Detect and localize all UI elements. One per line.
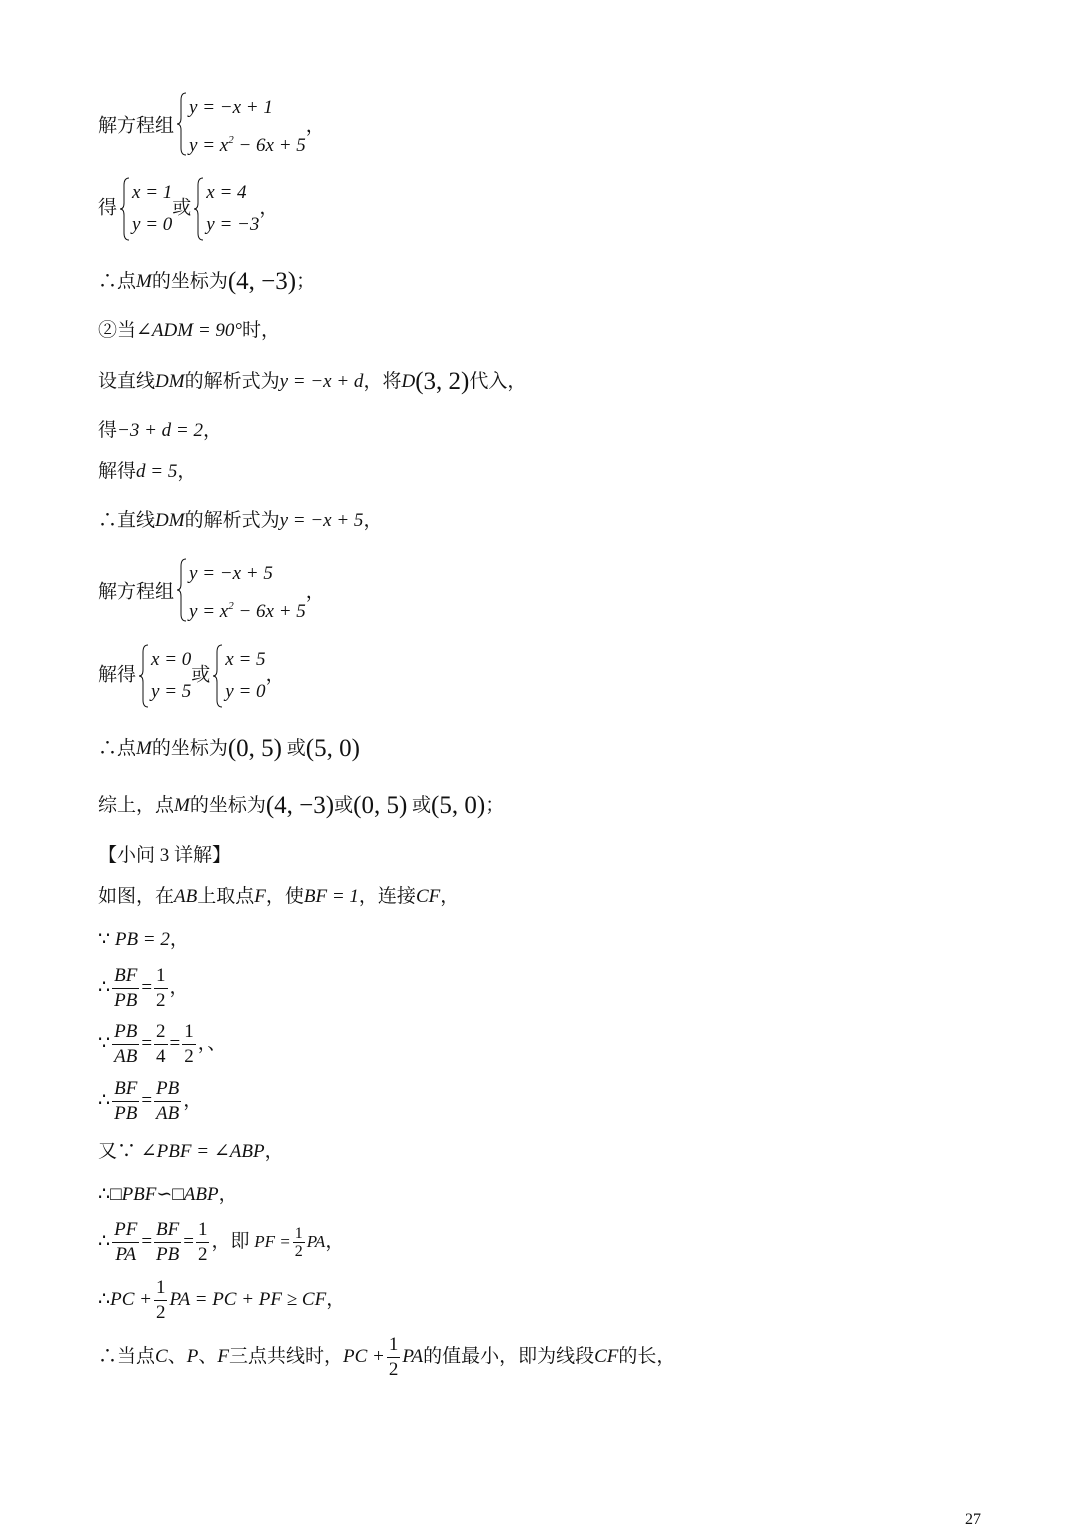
numerator: PF <box>112 1218 139 1243</box>
numerator: BF <box>154 1218 181 1243</box>
text: 解得 <box>98 461 137 482</box>
text: 三点共线时， <box>228 1345 343 1367</box>
text: ， <box>177 461 197 482</box>
exponent: 2 <box>228 600 234 612</box>
math: PA <box>402 1345 424 1367</box>
numerator: BF <box>112 964 139 989</box>
math: F <box>254 886 266 907</box>
text: = <box>141 1230 153 1252</box>
text: ，使 <box>265 886 304 907</box>
text-line <box>98 511 382 530</box>
text: 综上，点 <box>98 795 175 816</box>
math: M <box>136 271 152 292</box>
numerator: 1 <box>154 964 168 989</box>
math: ∠PBF = ∠ABP <box>140 1141 265 1162</box>
text: 又∵ <box>98 1141 137 1162</box>
text-line <box>98 1185 238 1204</box>
solution-line <box>98 644 285 708</box>
text: ， <box>265 664 285 686</box>
solution-line <box>98 177 278 241</box>
fraction-line <box>98 1077 202 1126</box>
math: F <box>217 1345 229 1367</box>
equation-system <box>138 644 191 708</box>
text: 的解析式为 <box>184 510 280 531</box>
text-line <box>98 462 196 481</box>
fraction-line <box>98 1276 345 1325</box>
text: 、 <box>198 1345 218 1367</box>
text: 得 <box>98 420 118 441</box>
text: 得 <box>98 197 118 219</box>
equation-row: x = 4 <box>206 182 247 203</box>
math: PA <box>306 1231 326 1251</box>
math: PC + <box>342 1345 385 1367</box>
text-line <box>98 421 222 440</box>
coordinate: (3, 2) <box>415 368 470 395</box>
math: y = −x + d <box>279 371 364 392</box>
text: ∵ <box>98 929 111 950</box>
brace-icon <box>138 644 149 708</box>
numerator: 1 <box>182 1020 196 1045</box>
text: 或 <box>191 664 211 686</box>
text-line <box>98 269 315 294</box>
text: ， <box>264 1141 284 1162</box>
denominator: 2 <box>184 1046 194 1067</box>
equation-system <box>119 177 172 241</box>
exponent: 2 <box>228 134 234 146</box>
text: ，、 <box>197 1032 227 1054</box>
text: ∴直线 <box>98 510 156 531</box>
denominator: AB <box>156 1103 180 1124</box>
equation-row: y = −x + 5 <box>189 563 273 584</box>
page-number: 27 <box>965 1511 981 1528</box>
math: PF = <box>254 1231 291 1251</box>
math: −3 + d = 2 <box>117 420 203 441</box>
text: ， <box>305 581 325 603</box>
fraction <box>154 1276 168 1325</box>
math: PC + <box>110 1288 152 1310</box>
math: PB = 2 <box>114 929 170 950</box>
text: ②当 <box>98 320 137 341</box>
text-line <box>98 930 189 949</box>
fraction <box>196 1218 210 1267</box>
text: ， <box>202 420 222 441</box>
text: y = x <box>189 601 229 622</box>
text: 【小问 3 详解】 <box>98 845 232 866</box>
numerator: 1 <box>294 1225 303 1242</box>
fraction-line <box>98 1333 675 1382</box>
denominator: 4 <box>156 1046 166 1067</box>
equation-system <box>193 177 259 241</box>
fraction <box>182 1020 196 1069</box>
math: DM <box>155 510 185 531</box>
text: = <box>141 1089 153 1111</box>
equation-row: x = 1 <box>132 182 173 203</box>
coordinate: (4, −3) <box>227 268 297 295</box>
text: ∴ <box>98 1184 111 1205</box>
text: 上取点 <box>197 886 255 907</box>
text: = <box>141 976 153 998</box>
equation-system-line <box>98 92 325 162</box>
text: 的坐标为 <box>189 795 266 816</box>
denominator: 2 <box>388 1359 399 1380</box>
text: 解方程组 <box>98 115 175 137</box>
coordinate: (5, 0) <box>305 735 360 762</box>
coordinate: (0, 5) <box>227 735 283 762</box>
section-heading <box>98 846 231 865</box>
text: 或 <box>412 795 432 816</box>
fraction-line <box>98 1218 344 1267</box>
text: ∴ <box>98 1089 111 1111</box>
math: DM <box>155 371 185 392</box>
math: CF <box>415 886 441 907</box>
denominator: PB <box>114 1103 138 1124</box>
text: 的值最小，即为线段 <box>423 1345 595 1367</box>
math: M <box>174 795 190 816</box>
math: PA = PC + PF ≥ CF <box>169 1288 327 1310</box>
denominator: 2 <box>156 990 166 1011</box>
text: = <box>183 1230 194 1252</box>
equation-system <box>212 644 265 708</box>
fraction <box>154 1020 168 1069</box>
coordinate: (4, −3) <box>265 792 335 819</box>
text: 的坐标为 <box>151 271 228 292</box>
brace-icon <box>119 177 130 241</box>
brace-icon <box>176 92 187 156</box>
equation-row: y = −x + 1 <box>189 97 273 118</box>
denominator: 2 <box>155 1302 166 1323</box>
equation-row: y = −3 <box>206 214 260 235</box>
text: ， <box>259 197 279 219</box>
numerator: BF <box>112 1077 139 1102</box>
text: 时， <box>242 320 281 341</box>
text: 的长， <box>618 1345 676 1367</box>
text: ∵ <box>98 1032 111 1054</box>
text: 解方程组 <box>98 581 175 603</box>
text: 如图，在 <box>98 886 175 907</box>
text: ∴点 <box>98 271 137 292</box>
text: ， <box>183 1089 203 1111</box>
equation-row: x = 0 <box>151 649 192 670</box>
equation-system-line <box>98 558 325 628</box>
text: ∴点 <box>98 738 137 759</box>
math: P <box>186 1345 199 1367</box>
text: ， <box>169 929 189 950</box>
numerator: 1 <box>154 1276 168 1301</box>
math: BF = 1 <box>303 886 359 907</box>
numerator: 2 <box>154 1020 168 1045</box>
text: ， <box>218 1184 238 1205</box>
math: M <box>136 738 152 759</box>
fraction <box>154 1218 181 1267</box>
text: ； <box>296 271 316 292</box>
denominator: 2 <box>197 1244 208 1265</box>
equation-system <box>176 558 306 628</box>
fraction <box>112 964 139 1013</box>
fraction <box>293 1225 305 1260</box>
fraction <box>112 1077 139 1126</box>
numerator: PB <box>154 1077 181 1102</box>
text: = <box>141 1032 153 1054</box>
text: = <box>169 1032 181 1054</box>
fraction-line <box>98 1020 226 1069</box>
text: − 6x + 5 <box>233 135 306 156</box>
brace-icon <box>176 558 187 622</box>
math: d = 5 <box>136 461 178 482</box>
text: ； <box>485 795 505 816</box>
equation-row: x = 5 <box>225 649 266 670</box>
math: ∠ADM = 90° <box>136 320 243 341</box>
coordinate: (5, 0) <box>431 792 486 819</box>
text: 的坐标为 <box>151 738 228 759</box>
text: ∴ <box>98 1288 111 1310</box>
text-line <box>98 321 280 340</box>
math: □PBF∽□ABP <box>110 1184 219 1205</box>
text-line <box>98 793 504 818</box>
text: ， <box>325 1230 345 1252</box>
text: 或 <box>334 795 354 816</box>
math: D <box>401 371 416 392</box>
text: 设直线 <box>98 371 156 392</box>
equation-row <box>189 590 306 628</box>
numerator: PB <box>112 1020 139 1045</box>
text-line <box>98 1142 284 1161</box>
text: ， <box>169 976 189 998</box>
text: ， <box>440 886 460 907</box>
text: ， <box>326 1288 346 1310</box>
text: ∴当点 <box>98 1345 156 1367</box>
denominator: AB <box>114 1046 138 1067</box>
coordinate: (0, 5) <box>353 792 408 819</box>
equation-row <box>189 124 306 162</box>
text: 代入， <box>469 371 527 392</box>
text: ，即 <box>211 1230 250 1252</box>
math: AB <box>174 886 198 907</box>
text: 解得 <box>98 664 137 686</box>
math: y = −x + 5 <box>279 510 364 531</box>
denominator: PB <box>156 1244 180 1265</box>
text: ∴ <box>98 976 111 998</box>
text-line <box>98 736 360 761</box>
text: ， <box>363 510 383 531</box>
fraction-line <box>98 964 189 1013</box>
numerator: 1 <box>387 1333 401 1358</box>
fraction <box>154 1077 181 1126</box>
text: ，连接 <box>358 886 416 907</box>
brace-icon <box>212 644 223 708</box>
text-line <box>98 369 526 394</box>
text: ∴ <box>98 1230 111 1252</box>
numerator: 1 <box>196 1218 210 1243</box>
text: 、 <box>167 1345 187 1367</box>
text: − 6x + 5 <box>233 601 306 622</box>
fraction <box>387 1333 401 1382</box>
equation-row: y = 0 <box>225 681 266 702</box>
brace-icon <box>193 177 204 241</box>
equation-row: y = 5 <box>151 681 192 702</box>
text: 或 <box>286 738 306 759</box>
math: C <box>155 1345 168 1367</box>
equation-row: y = 0 <box>132 214 173 235</box>
text: y = x <box>189 135 229 156</box>
equation-system <box>176 92 306 162</box>
text: 的解析式为 <box>184 371 280 392</box>
denominator: PB <box>114 990 138 1011</box>
math: CF <box>594 1345 619 1367</box>
text-line <box>98 887 459 906</box>
text: ， <box>305 115 325 137</box>
denominator: PA <box>115 1244 137 1265</box>
text: ，将 <box>363 371 402 392</box>
fraction <box>154 964 168 1013</box>
fraction <box>112 1020 139 1069</box>
fraction <box>112 1218 139 1267</box>
denominator: 2 <box>294 1243 303 1260</box>
text: 或 <box>172 197 192 219</box>
